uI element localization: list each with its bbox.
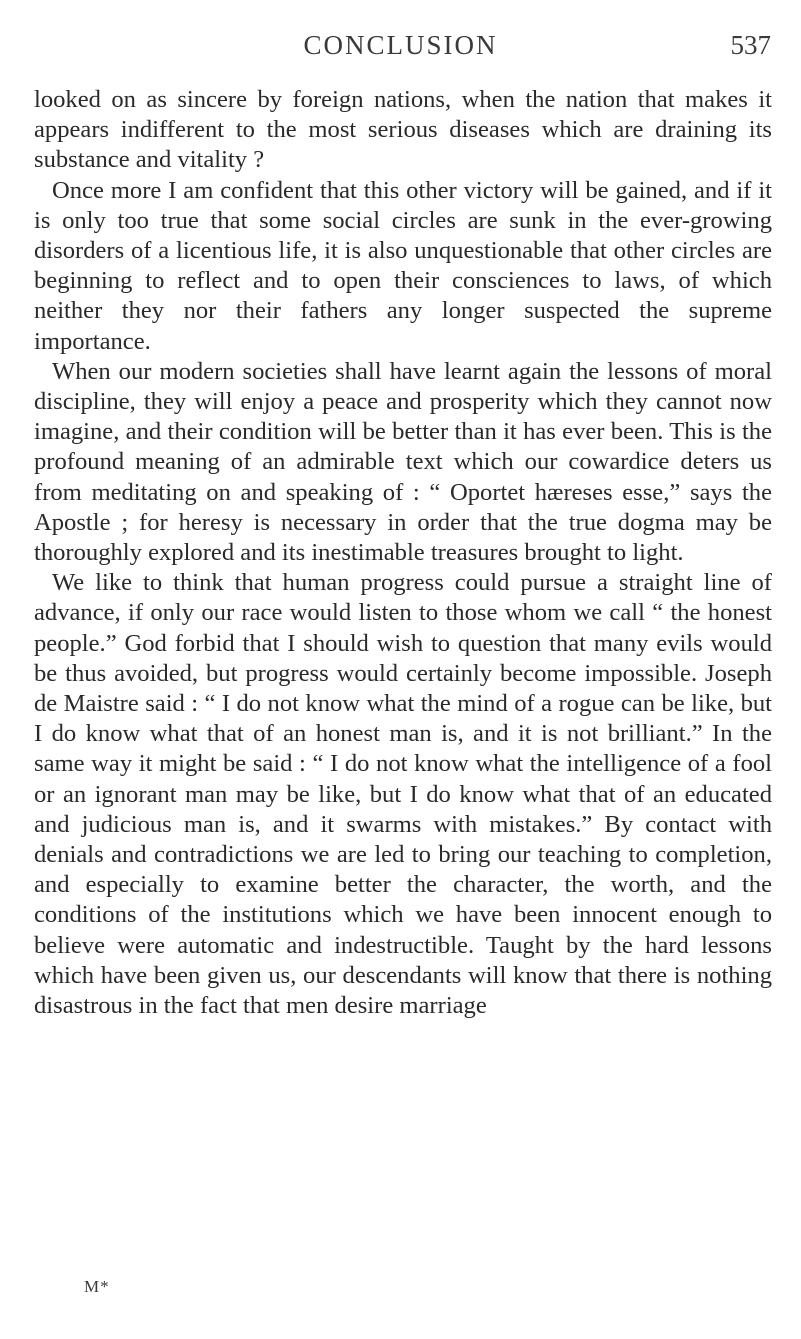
page-number: 537 (730, 30, 771, 60)
paragraph: Once more I am confident that this other victory will be gained, and if it is only too true that some social circles are sunk in the ever-growing disorders of a licentious life, it is also unquestionable that other circles are beginning to reflect and to open their consciences to laws, of which neither they nor their fathers any longer suspected the supreme importance. (34, 176, 772, 355)
paragraph: When our modern societies shall have learnt again the lessons of moral discipline, they will enjoy a peace and prosperity which they cannot now imagine, and their condition will be better than it has ever been. This is the profound meaning of an admirable text which our cowardice deters us from meditating on and speaking of : “ Oportet hæreses esse,” says the Apostle ; for heresy is necessary in order that the true dogma may be thoroughly explored and its inestimable treasures brought to light. (34, 357, 772, 567)
running-head: CONCLUSION (303, 30, 498, 60)
paragraph: looked on as sincere by foreign nations, when the nation that makes it appears indifferent to the most serious diseases which are draining its substance and vitality ? (34, 86, 772, 174)
paragraph: We like to think that human progress could pursue a straight line of advance, if only our race would listen to those whom we call “ the honest people.” God forbid that I should wish to question that many evils would be thus avoided, but progress would certainly become impossible. Joseph de Maistre said : “ I do not know what the mind of a rogue can be like, but I do know what that of an honest man is, and it is not brilliant.” In the same way it might be said : “ I do not know what the intelligence of a fool or an ignorant man may be like, but I do know what that of an educated and judicious man is, and it swarms with mistakes.” By contact with denials and contradictions we are led to bring our teaching to completion, and especially to examine better the character, the worth, and the conditions of the institutions which we have been innocent enough to believe were automatic and indestructible. Taught by the hard lessons which have been given us, our descendants will know that there is nothing disastrous in the fact that men desire marriage (34, 569, 772, 1020)
page-header (0, 30, 801, 64)
body-text (34, 85, 772, 1021)
signature-mark: M* (84, 1277, 110, 1296)
